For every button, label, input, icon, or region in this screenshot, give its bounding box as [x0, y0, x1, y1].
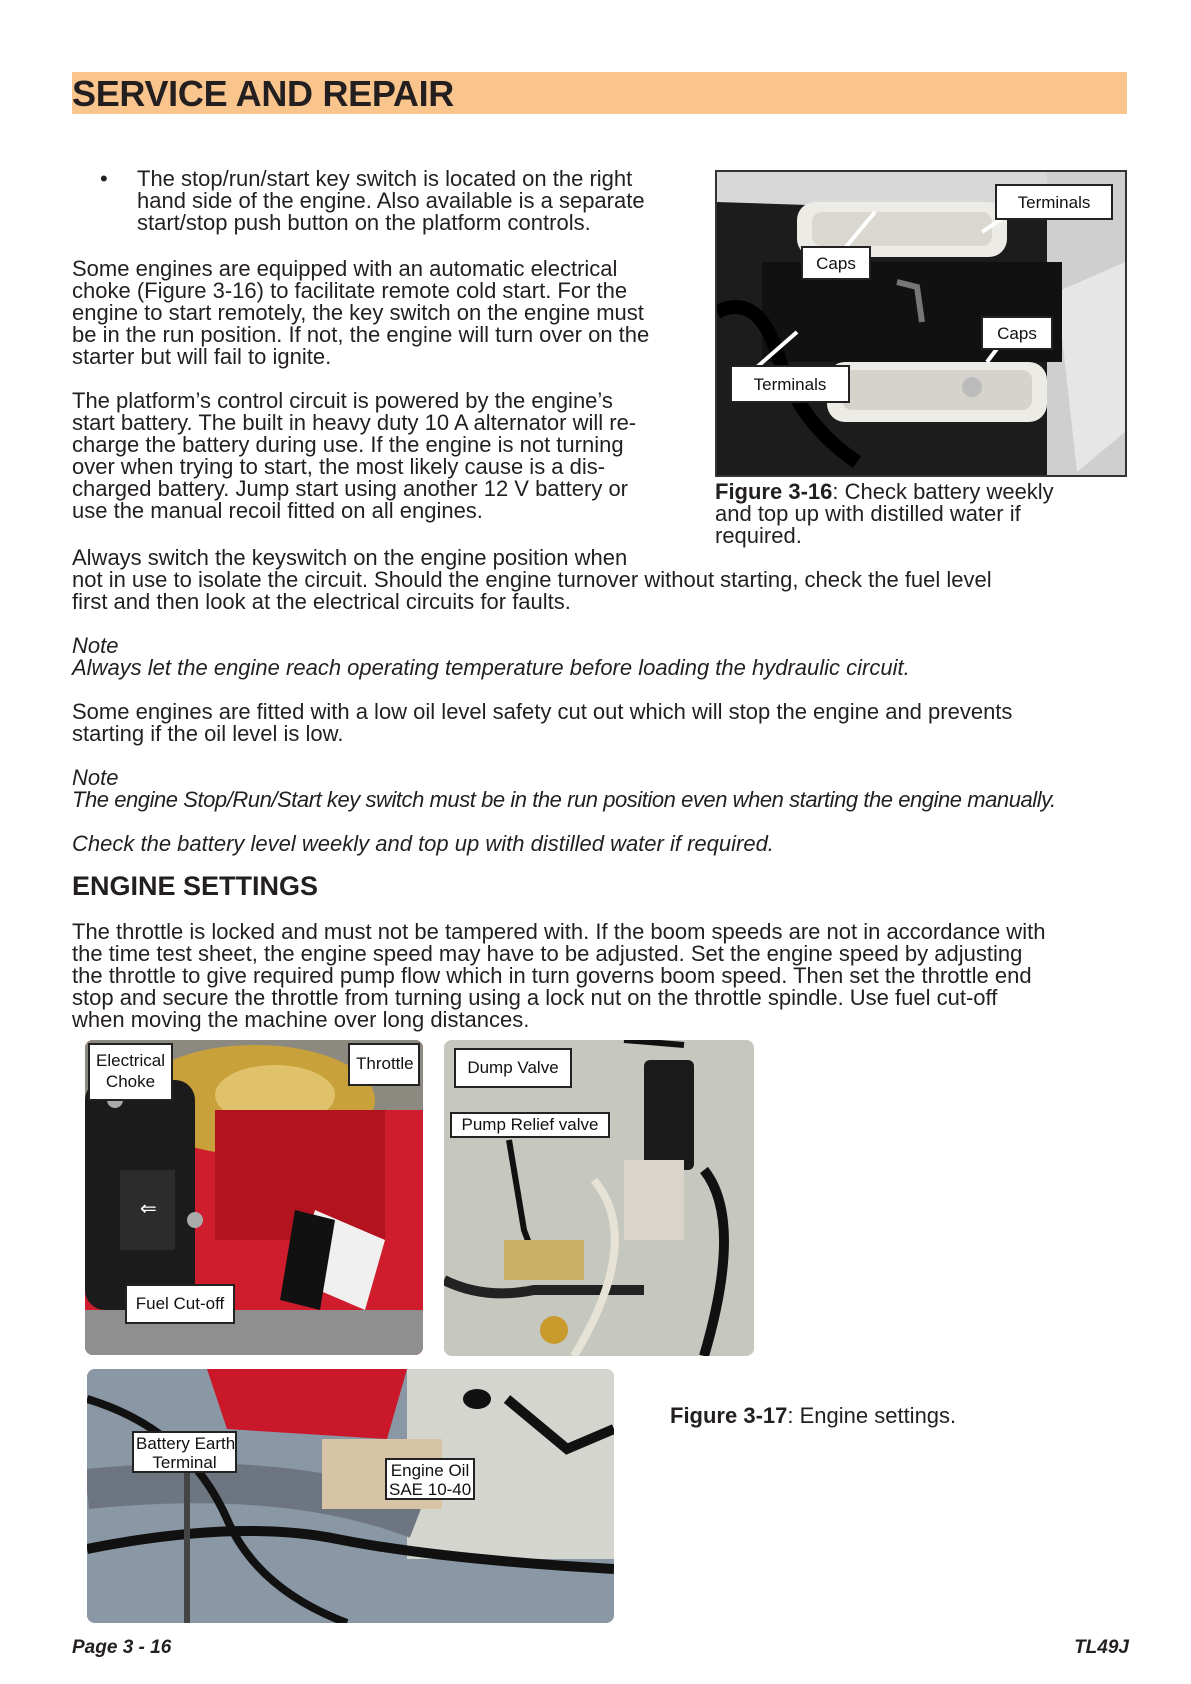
text-line: stop and secure the throttle from turning using a lock nut on the throttle spindle. Use fuel cut-off	[72, 985, 998, 1010]
note-title: Note	[72, 633, 119, 658]
note-keyswitch	[72, 767, 1132, 811]
text-line: charge the battery during use. If the engine is not turning	[72, 432, 624, 457]
paragraph-choke	[72, 258, 708, 368]
engine-photo	[85, 1040, 423, 1355]
label-line: SAE 10-40	[389, 1480, 472, 1499]
oil-photo-illustration	[87, 1369, 614, 1623]
note-operating-temperature	[72, 635, 1132, 679]
text-line: Some engines are fitted with a low oil level safety cut out which will stop the engine and prevents	[72, 699, 1013, 724]
text-line: over when trying to start, the most likely cause is a dis-	[72, 454, 606, 479]
label-terminals-top: Terminals	[995, 184, 1113, 220]
label-throttle: Throttle	[348, 1043, 420, 1086]
label-line: Choke	[105, 1072, 156, 1091]
label-electrical-choke	[88, 1043, 173, 1101]
text-line: Some engines are equipped with an automatic electrical	[72, 256, 618, 281]
caption-text: and top up with distilled water if	[715, 501, 1021, 526]
paragraph-engine-settings	[72, 921, 1127, 1031]
text-line: the time test sheet, the engine speed may have to be adjusted. Set the engine speed by adjusting	[72, 941, 1023, 966]
engine-settings-heading: ENGINE SETTINGS	[72, 871, 319, 901]
note-text: Always let the engine reach operating temperature before loading the hydraulic circuit.	[72, 655, 910, 680]
label-line: Terminal	[152, 1453, 217, 1472]
text-line: The platform’s control circuit is powered by the engine’s	[72, 388, 613, 413]
footer-model: TL49J	[1074, 1637, 1129, 1658]
svg-text:⇐: ⇐	[140, 1196, 157, 1220]
bullet-marker: •	[100, 166, 108, 191]
label-dump-valve: Dump Valve	[454, 1048, 572, 1088]
label-caps-left: Caps	[801, 246, 871, 280]
text-line: starting if the oil level is low.	[72, 721, 344, 746]
figure-3-17-caption	[670, 1403, 956, 1429]
text-line: not in use to isolate the circuit. Should the engine turnover without starting, check the fuel level	[72, 567, 992, 592]
footer-page-number: Page 3 - 16	[72, 1637, 172, 1658]
label-line: Battery Earth	[136, 1434, 236, 1453]
text-line: choke (Figure 3-16) to facilitate remote cold start. For the	[72, 278, 628, 303]
label-battery-earth-terminal	[132, 1431, 237, 1473]
label-line: Engine Oil	[390, 1461, 470, 1480]
caption-label: Figure 3-16	[715, 479, 833, 504]
paragraph-battery	[72, 390, 708, 522]
caption-text: required.	[715, 523, 802, 548]
caption-text: : Check battery weekly	[832, 479, 1054, 504]
battery-photo	[715, 170, 1127, 477]
label-engine-oil	[385, 1458, 475, 1500]
paragraph-keyswitch	[72, 547, 1132, 613]
text-line: the throttle to give required pump flow which in turn governs boom speed. Then set the throttle end	[72, 963, 1032, 988]
label-line: Electrical	[96, 1051, 165, 1070]
text-line: start battery. The built in heavy duty 10 A alternator will re-	[72, 410, 637, 435]
label-pump-relief-valve: Pump Relief valve	[450, 1112, 610, 1138]
text-line: starter but will fail to ignite.	[72, 344, 332, 369]
label-terminals-bottom: Terminals	[730, 365, 850, 403]
text-line: when moving the machine over long distances.	[72, 1007, 530, 1032]
caption-label: Figure 3-17	[670, 1403, 788, 1428]
oil-photo	[87, 1369, 614, 1623]
note-text: The engine Stop/Run/Start key switch must be in the run position even when starting the engine manually.	[72, 787, 1056, 812]
note-text: Check the battery level weekly and top up with distilled water if required.	[72, 831, 774, 856]
text-line: Always switch the keyswitch on the engine position when	[72, 545, 628, 570]
text-line: first and then look at the electrical circuits for faults.	[72, 589, 571, 614]
valve-photo	[444, 1040, 754, 1356]
text-line: be in the run position. If not, the engine will turn over on the	[72, 322, 650, 347]
bullet-line: The stop/run/start key switch is located on the right	[137, 166, 633, 191]
bullet-line: start/stop push button on the platform controls.	[137, 210, 591, 235]
figure-3-16-caption	[715, 481, 1135, 547]
text-line: The throttle is locked and must not be tampered with. If the boom speeds are not in accordance with	[72, 919, 1046, 944]
page-title: SERVICE AND REPAIR	[72, 73, 455, 114]
text-line: charged battery. Jump start using another 12 V battery or	[72, 476, 629, 501]
bullet-item	[137, 168, 715, 234]
label-fuel-cutoff: Fuel Cut-off	[125, 1284, 235, 1324]
text-line: engine to start remotely, the key switch on the engine must	[72, 300, 644, 325]
text-line: use the manual recoil fitted on all engines.	[72, 498, 483, 523]
bullet-line: hand side of the engine. Also available is a separate	[137, 188, 645, 213]
caption-text: : Engine settings.	[787, 1403, 957, 1428]
note-title: Note	[72, 765, 119, 790]
paragraph-oil-cutout	[72, 701, 1127, 745]
label-caps-right: Caps	[981, 316, 1053, 350]
note-battery-level	[72, 833, 1132, 855]
